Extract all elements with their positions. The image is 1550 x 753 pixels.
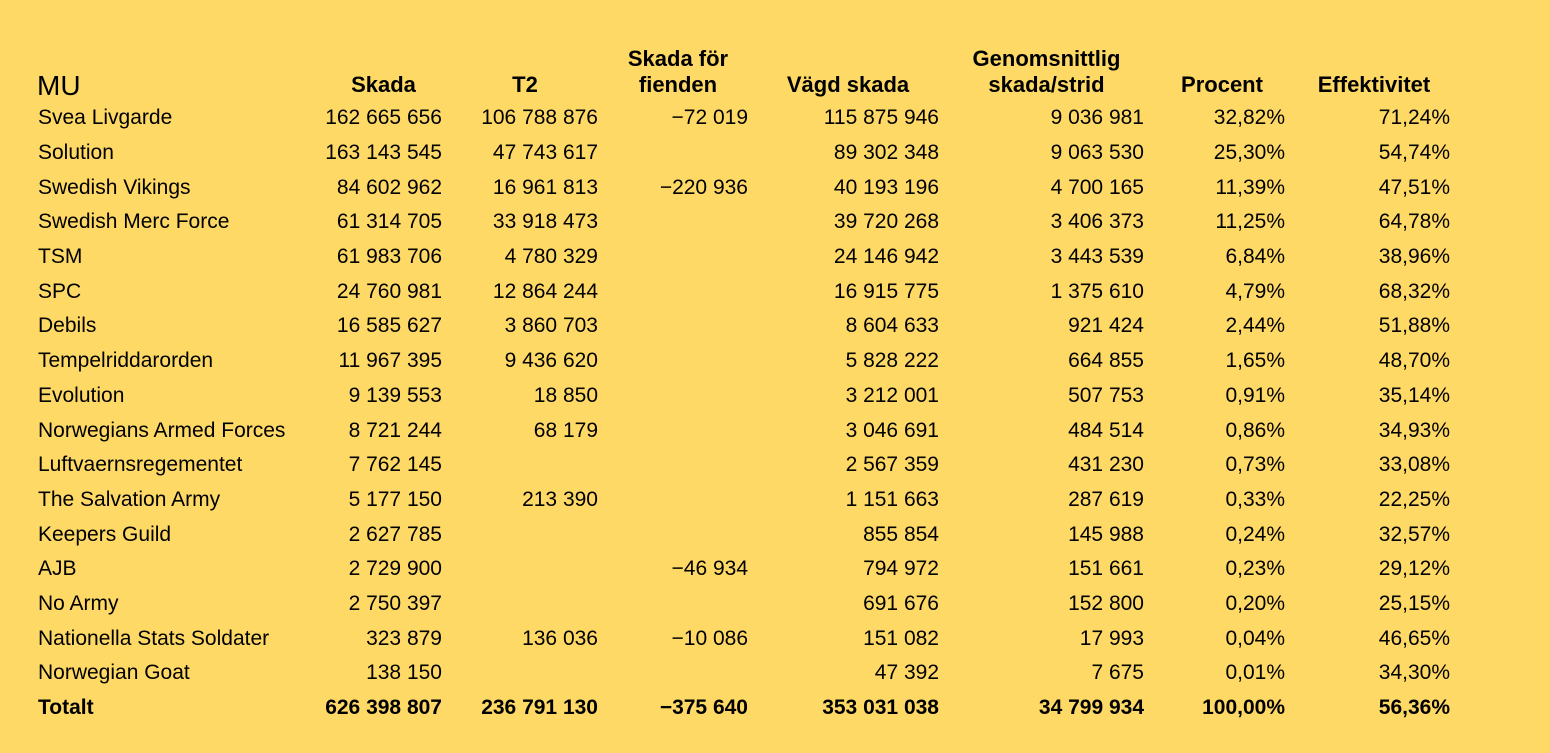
cell-mu: Luftvaernsregementet <box>38 453 243 477</box>
cell-vagd-skada: 3 212 001 <box>845 383 939 407</box>
cell-skada-for-fienden <box>603 205 753 240</box>
cell-effektivitet: 38,96% <box>1378 245 1450 269</box>
cell-skada: 61 314 705 <box>336 210 442 234</box>
cell-procent: 0,91% <box>1225 383 1285 407</box>
cell-mu: The Salvation Army <box>38 487 221 511</box>
cell-vagd-skada: 5 828 222 <box>845 349 939 373</box>
cell-skada: 2 627 785 <box>348 522 442 546</box>
cell-genomsnittlig: 4 700 165 <box>1050 175 1144 199</box>
cell-genomsnittlig: 921 424 <box>1068 314 1144 338</box>
cell-genomsnittlig: 9 036 981 <box>1050 106 1144 130</box>
cell-skada: 16 585 627 <box>336 314 442 338</box>
cell-genomsnittlig: 287 619 <box>1068 487 1144 511</box>
cell-vagd-skada: 47 392 <box>874 661 939 685</box>
cell-procent: 0,73% <box>1225 453 1285 477</box>
cell-skada-for-fienden <box>603 136 753 171</box>
cell-effektivitet: 34,93% <box>1378 418 1450 442</box>
cell-skada-for-fienden <box>603 656 753 691</box>
cell-skada-for-fienden <box>603 309 753 344</box>
damage-table <box>35 34 1454 725</box>
total-row <box>35 691 1454 726</box>
cell-procent: 32,82% <box>1213 106 1285 130</box>
cell-t2: 68 179 <box>533 418 598 442</box>
cell-effektivitet: 35,14% <box>1378 383 1450 407</box>
cell-genomsnittlig: 3 443 539 <box>1050 245 1144 269</box>
cell-skada-for-fienden <box>603 413 753 448</box>
table-row <box>35 274 1454 309</box>
table-row <box>35 240 1454 275</box>
cell-skada-for-fienden: −220 936 <box>659 175 748 199</box>
table-row <box>35 101 1454 136</box>
table-header-row <box>35 34 1454 101</box>
table-row <box>35 587 1454 622</box>
cell-skada: 8 721 244 <box>348 418 442 442</box>
header-genomsnittlig-text: Genomsnittlig skada/strid <box>972 46 1121 97</box>
cell-skada: 2 750 397 <box>348 591 442 615</box>
cell-genomsnittlig: 17 993 <box>1079 626 1144 650</box>
cell-mu: Svea Livgarde <box>38 106 173 130</box>
cell-procent: 0,86% <box>1225 418 1285 442</box>
cell-effektivitet: 71,24% <box>1378 106 1450 130</box>
cell-effektivitet: 68,32% <box>1378 279 1450 303</box>
cell-skada: 626 398 807 <box>325 696 442 720</box>
cell-mu: Swedish Merc Force <box>38 210 230 234</box>
cell-t2: 12 864 244 <box>492 279 598 303</box>
header-skada-for-fienden <box>603 34 753 101</box>
cell-mu: Totalt <box>38 696 94 720</box>
table-row <box>35 656 1454 691</box>
cell-genomsnittlig: 34 799 934 <box>1038 696 1144 720</box>
table-row <box>35 517 1454 552</box>
cell-procent: 0,04% <box>1225 626 1285 650</box>
table-row <box>35 413 1454 448</box>
cell-vagd-skada: 3 046 691 <box>845 418 939 442</box>
table-row <box>35 621 1454 656</box>
table-row <box>35 170 1454 205</box>
cell-genomsnittlig: 9 063 530 <box>1050 141 1144 165</box>
cell-skada: 9 139 553 <box>348 383 442 407</box>
cell-effektivitet: 25,15% <box>1378 591 1450 615</box>
cell-genomsnittlig: 7 675 <box>1091 661 1144 685</box>
cell-mu: Tempelriddarorden <box>38 349 214 373</box>
cell-procent: 0,23% <box>1225 557 1285 581</box>
cell-effektivitet: 47,51% <box>1378 175 1450 199</box>
cell-t2: 136 036 <box>522 626 598 650</box>
cell-skada: 7 762 145 <box>348 453 442 477</box>
cell-effektivitet: 48,70% <box>1378 349 1450 373</box>
cell-t2 <box>447 656 603 691</box>
cell-vagd-skada: 16 915 775 <box>833 279 939 303</box>
cell-effektivitet: 46,65% <box>1378 626 1450 650</box>
table-row <box>35 309 1454 344</box>
cell-skada: 11 967 395 <box>338 349 442 373</box>
cell-effektivitet: 33,08% <box>1378 453 1450 477</box>
cell-effektivitet: 29,12% <box>1378 557 1450 581</box>
cell-vagd-skada: 2 567 359 <box>845 453 939 477</box>
cell-mu: Keepers Guild <box>38 522 172 546</box>
cell-skada-for-fienden <box>603 379 753 414</box>
cell-skada-for-fienden <box>603 483 753 518</box>
table-row <box>35 205 1454 240</box>
cell-skada: 84 602 962 <box>336 175 442 199</box>
cell-vagd-skada: 794 972 <box>863 557 939 581</box>
cell-t2: 33 918 473 <box>492 210 598 234</box>
cell-t2: 47 743 617 <box>492 141 598 165</box>
cell-procent: 11,25% <box>1215 210 1285 234</box>
cell-skada-for-fienden: −72 019 <box>671 106 748 130</box>
cell-procent: 4,79% <box>1225 279 1285 303</box>
cell-procent: 0,20% <box>1225 591 1285 615</box>
cell-genomsnittlig: 3 406 373 <box>1050 210 1144 234</box>
cell-vagd-skada: 40 193 196 <box>833 175 939 199</box>
cell-effektivitet: 32,57% <box>1378 522 1450 546</box>
table-row <box>35 379 1454 414</box>
cell-skada: 24 760 981 <box>336 279 442 303</box>
cell-t2: 106 788 876 <box>481 106 598 130</box>
header-skada-for-fienden-text: Skada för fienden <box>627 46 729 97</box>
cell-t2: 236 791 130 <box>481 696 598 720</box>
cell-effektivitet: 34,30% <box>1378 661 1450 685</box>
header-effektivitet: Effektivitet <box>1317 72 1431 97</box>
table-row <box>35 483 1454 518</box>
cell-skada: 61 983 706 <box>336 245 442 269</box>
cell-vagd-skada: 89 302 348 <box>833 141 939 165</box>
cell-genomsnittlig: 484 514 <box>1068 418 1144 442</box>
header-genomsnittlig <box>943 34 1150 101</box>
cell-mu: AJB <box>38 557 77 581</box>
cell-skada: 162 665 656 <box>325 106 442 130</box>
cell-effektivitet: 54,74% <box>1378 141 1450 165</box>
header-mu: MU <box>37 70 81 101</box>
cell-skada-for-fienden: −375 640 <box>659 696 748 720</box>
cell-skada: 323 879 <box>366 626 442 650</box>
header-t2: T2 <box>512 72 538 97</box>
cell-t2: 3 860 703 <box>504 314 598 338</box>
cell-skada-for-fienden <box>603 274 753 309</box>
cell-procent: 25,30% <box>1213 141 1285 165</box>
cell-genomsnittlig: 151 661 <box>1068 557 1144 581</box>
cell-skada-for-fienden <box>603 517 753 552</box>
cell-vagd-skada: 39 720 268 <box>833 210 939 234</box>
cell-vagd-skada: 1 151 663 <box>845 487 939 511</box>
cell-t2 <box>447 552 603 587</box>
cell-genomsnittlig: 664 855 <box>1068 349 1144 373</box>
cell-skada-for-fienden: −46 934 <box>671 557 748 581</box>
table-row <box>35 448 1454 483</box>
table-row <box>35 136 1454 171</box>
cell-genomsnittlig: 507 753 <box>1068 383 1144 407</box>
cell-vagd-skada: 151 082 <box>863 626 939 650</box>
cell-vagd-skada: 855 854 <box>863 522 939 546</box>
cell-mu: SPC <box>38 279 82 303</box>
cell-t2: 4 780 329 <box>504 245 598 269</box>
cell-procent: 2,44% <box>1225 314 1285 338</box>
cell-vagd-skada: 115 875 946 <box>823 106 939 130</box>
cell-skada: 163 143 545 <box>325 141 442 165</box>
cell-procent: 0,24% <box>1225 522 1285 546</box>
cell-genomsnittlig: 145 988 <box>1068 522 1144 546</box>
cell-mu: Nationella Stats Soldater <box>38 626 270 650</box>
cell-effektivitet: 56,36% <box>1378 696 1450 720</box>
cell-skada-for-fienden <box>603 587 753 622</box>
cell-genomsnittlig: 1 375 610 <box>1050 279 1144 303</box>
cell-t2 <box>447 448 603 483</box>
cell-t2: 213 390 <box>522 487 598 511</box>
cell-skada-for-fienden <box>603 344 753 379</box>
cell-t2: 16 961 813 <box>492 175 598 199</box>
cell-t2 <box>447 517 603 552</box>
cell-procent: 0,33% <box>1225 487 1285 511</box>
cell-mu: Swedish Vikings <box>38 175 191 199</box>
cell-mu: Evolution <box>38 383 125 407</box>
cell-procent: 0,01% <box>1225 661 1285 685</box>
cell-vagd-skada: 353 031 038 <box>822 696 939 720</box>
header-vagd-skada: Vägd skada <box>786 72 910 97</box>
cell-procent: 1,65% <box>1225 349 1285 373</box>
cell-procent: 100,00% <box>1202 696 1285 720</box>
cell-vagd-skada: 24 146 942 <box>833 245 939 269</box>
table-row <box>35 552 1454 587</box>
cell-procent: 6,84% <box>1225 245 1285 269</box>
table-row <box>35 344 1454 379</box>
cell-mu: Norwegians Armed Forces <box>38 418 286 442</box>
table-body <box>35 101 1454 725</box>
cell-skada: 5 177 150 <box>348 487 442 511</box>
cell-mu: Solution <box>38 141 114 165</box>
cell-effektivitet: 51,88% <box>1378 314 1450 338</box>
cell-skada-for-fienden <box>603 448 753 483</box>
cell-skada: 138 150 <box>366 661 442 685</box>
header-skada: Skada <box>351 72 416 97</box>
cell-skada: 2 729 900 <box>348 557 442 581</box>
cell-mu: TSM <box>38 245 83 269</box>
cell-t2 <box>447 587 603 622</box>
cell-effektivitet: 22,25% <box>1378 487 1450 511</box>
cell-mu: Debils <box>38 314 97 338</box>
cell-mu: No Army <box>38 591 119 615</box>
cell-skada-for-fienden: −10 086 <box>671 626 748 650</box>
cell-skada-for-fienden <box>603 240 753 275</box>
cell-t2: 18 850 <box>533 383 598 407</box>
header-procent: Procent <box>1181 72 1263 97</box>
cell-procent: 11,39% <box>1215 175 1285 199</box>
cell-t2: 9 436 620 <box>504 349 598 373</box>
cell-vagd-skada: 8 604 633 <box>845 314 939 338</box>
cell-genomsnittlig: 431 230 <box>1068 453 1144 477</box>
cell-genomsnittlig: 152 800 <box>1068 591 1144 615</box>
cell-effektivitet: 64,78% <box>1378 210 1450 234</box>
cell-vagd-skada: 691 676 <box>863 591 939 615</box>
cell-mu: Norwegian Goat <box>38 661 190 685</box>
